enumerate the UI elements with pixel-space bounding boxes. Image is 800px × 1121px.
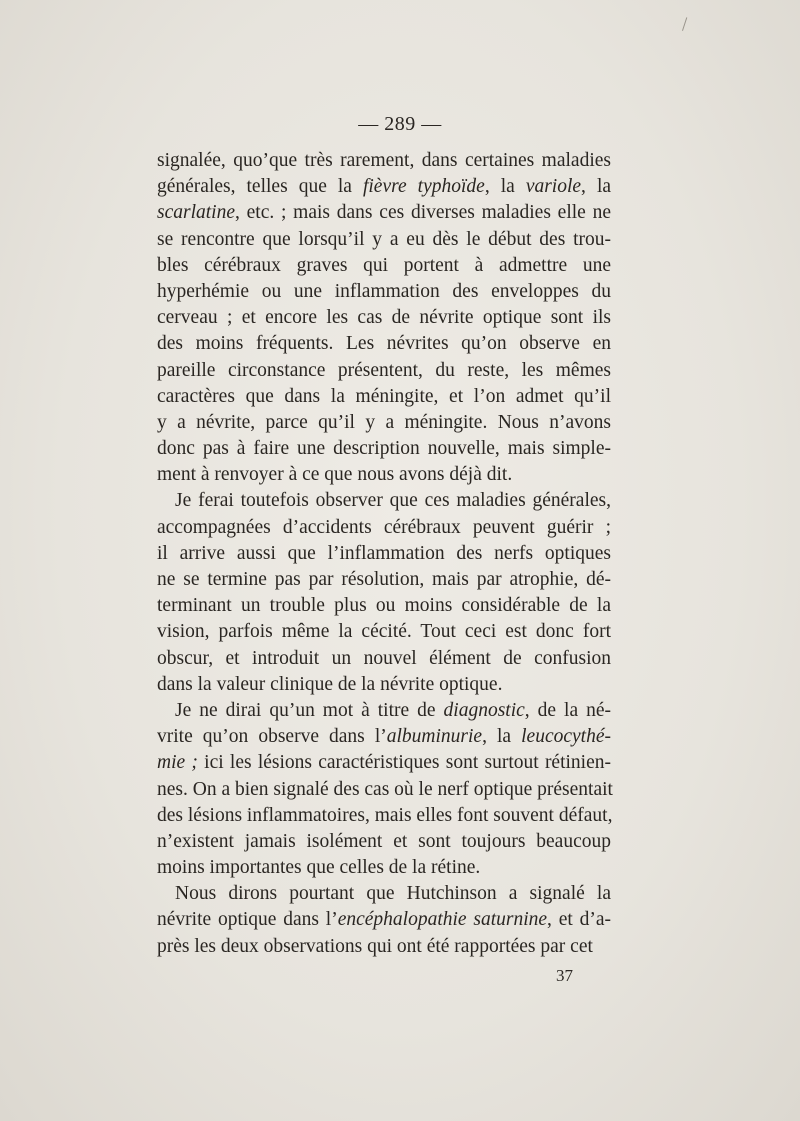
italic-text: diagnostic [443,699,525,721]
text-line [157,305,611,331]
italic-text: albuminurie [386,726,483,748]
text-line [157,253,611,279]
body-text [157,148,611,960]
text-run: près les deux observations qui ont été rapportées par cet [157,935,593,957]
text-run: accompagnées d’accidents cérébraux peuvent guérir ; [157,516,611,538]
text-line [157,200,611,226]
text-line [157,567,611,593]
text-line [157,777,611,803]
pencil-mark [682,17,693,32]
text-run: Nous dirons pourtant que Hutchinson a signalé la [175,883,611,905]
text-line [157,148,611,174]
italic-text: fièvre typhoïde [362,176,485,198]
text-run: , etc. ; mais dans ces diverses maladies elle ne [235,202,611,224]
text-run: moins importantes que celles de la rétine. [157,857,481,879]
text-run: bles cérébraux graves qui portent à admettre une [157,254,611,276]
text-line [157,803,611,829]
text-run: se rencontre que lorsqu’il y a eu dès le début des trou- [157,228,611,250]
text-line [157,881,611,907]
text-line [157,646,611,672]
text-line [157,619,611,645]
text-run: nes. On a bien signalé des cas où le nerf optique présentait [157,778,613,800]
text-line [157,934,611,960]
text-run: Je ne dirai qu’un mot à titre de [175,699,444,721]
text-line [157,515,611,541]
text-line [157,907,611,933]
text-run: vrite qu’on observe dans l’ [157,726,387,748]
text-run: des moins fréquents. Les névrites qu’on observe en [157,333,611,355]
text-run: pareille circonstance présentent, du reste, les mêmes [157,359,611,381]
text-run: il arrive aussi que l’inflammation des nerfs optiques [157,542,611,564]
text-run: cerveau ; et encore les cas de névrite optique sont ils [157,307,611,329]
text-run: signalée, quo’que très rarement, dans certaines maladies [157,150,611,171]
text-line [157,384,611,410]
text-run: des lésions inflammatoires, mais elles font souvent défaut, [157,804,613,826]
text-run: , la [484,176,526,198]
text-run: , la [482,726,522,748]
text-run: vision, parfois même la cécité. Tout ceci est donc fort [157,621,611,643]
text-line [157,331,611,357]
text-line [157,358,611,384]
text-run: névrite optique dans l’ [157,909,338,931]
italic-text: variole [525,176,582,198]
text-run: , de la né- [524,699,611,721]
text-line [157,541,611,567]
text-run: , la [581,176,612,198]
text-line [157,227,611,253]
italic-text: leucocythé- [521,726,611,748]
text-run: ment à renvoyer à ce que nous avons déjà dit. [157,464,513,486]
text-line [157,724,611,750]
text-run: donc pas à faire une description nouvelle, mais simple- [157,438,611,460]
text-line [157,855,611,881]
text-line [157,672,611,698]
text-run: n’existent jamais isolément et sont toujours beaucoup [157,830,611,852]
text-run: ici les lésions caractéristiques sont surtout rétinien- [197,752,611,774]
text-line [157,698,611,724]
text-line [157,829,611,855]
text-run: ne se termine pas par résolution, mais par atrophie, dé- [157,569,611,590]
text-run: hyperhémie ou une inflammation des enveloppes du [157,280,611,302]
signature-mark: 37 [556,966,573,985]
text-line [157,436,611,462]
text-line [157,174,611,200]
text-run: obscur, et introduit un nouvel élément de confusion [157,647,611,669]
text-line [157,750,611,776]
page-number: — 289 — [358,113,442,135]
text-run: terminant un trouble plus ou moins considérable de la [157,595,611,617]
text-run: Je ferai toutefois observer que ces maladies générales, [175,490,611,512]
text-line [157,488,611,514]
text-run: caractères que dans la méningite, et l’on admet qu’il [157,385,611,407]
text-line [157,279,611,305]
italic-text: encéphalopathie saturnine [337,909,548,931]
text-run: , et d’a- [547,909,611,931]
text-run: dans la valeur clinique de la névrite optique. [157,673,503,695]
italic-text: mie ; [157,752,198,774]
text-run: y a névrite, parce qu’il y a méningite. Nous n’avons [157,411,611,433]
text-line [157,410,611,436]
text-run: générales, telles que la [157,176,363,198]
italic-text: scarlatine [157,202,235,224]
text-line [157,462,611,488]
text-line [157,593,611,619]
